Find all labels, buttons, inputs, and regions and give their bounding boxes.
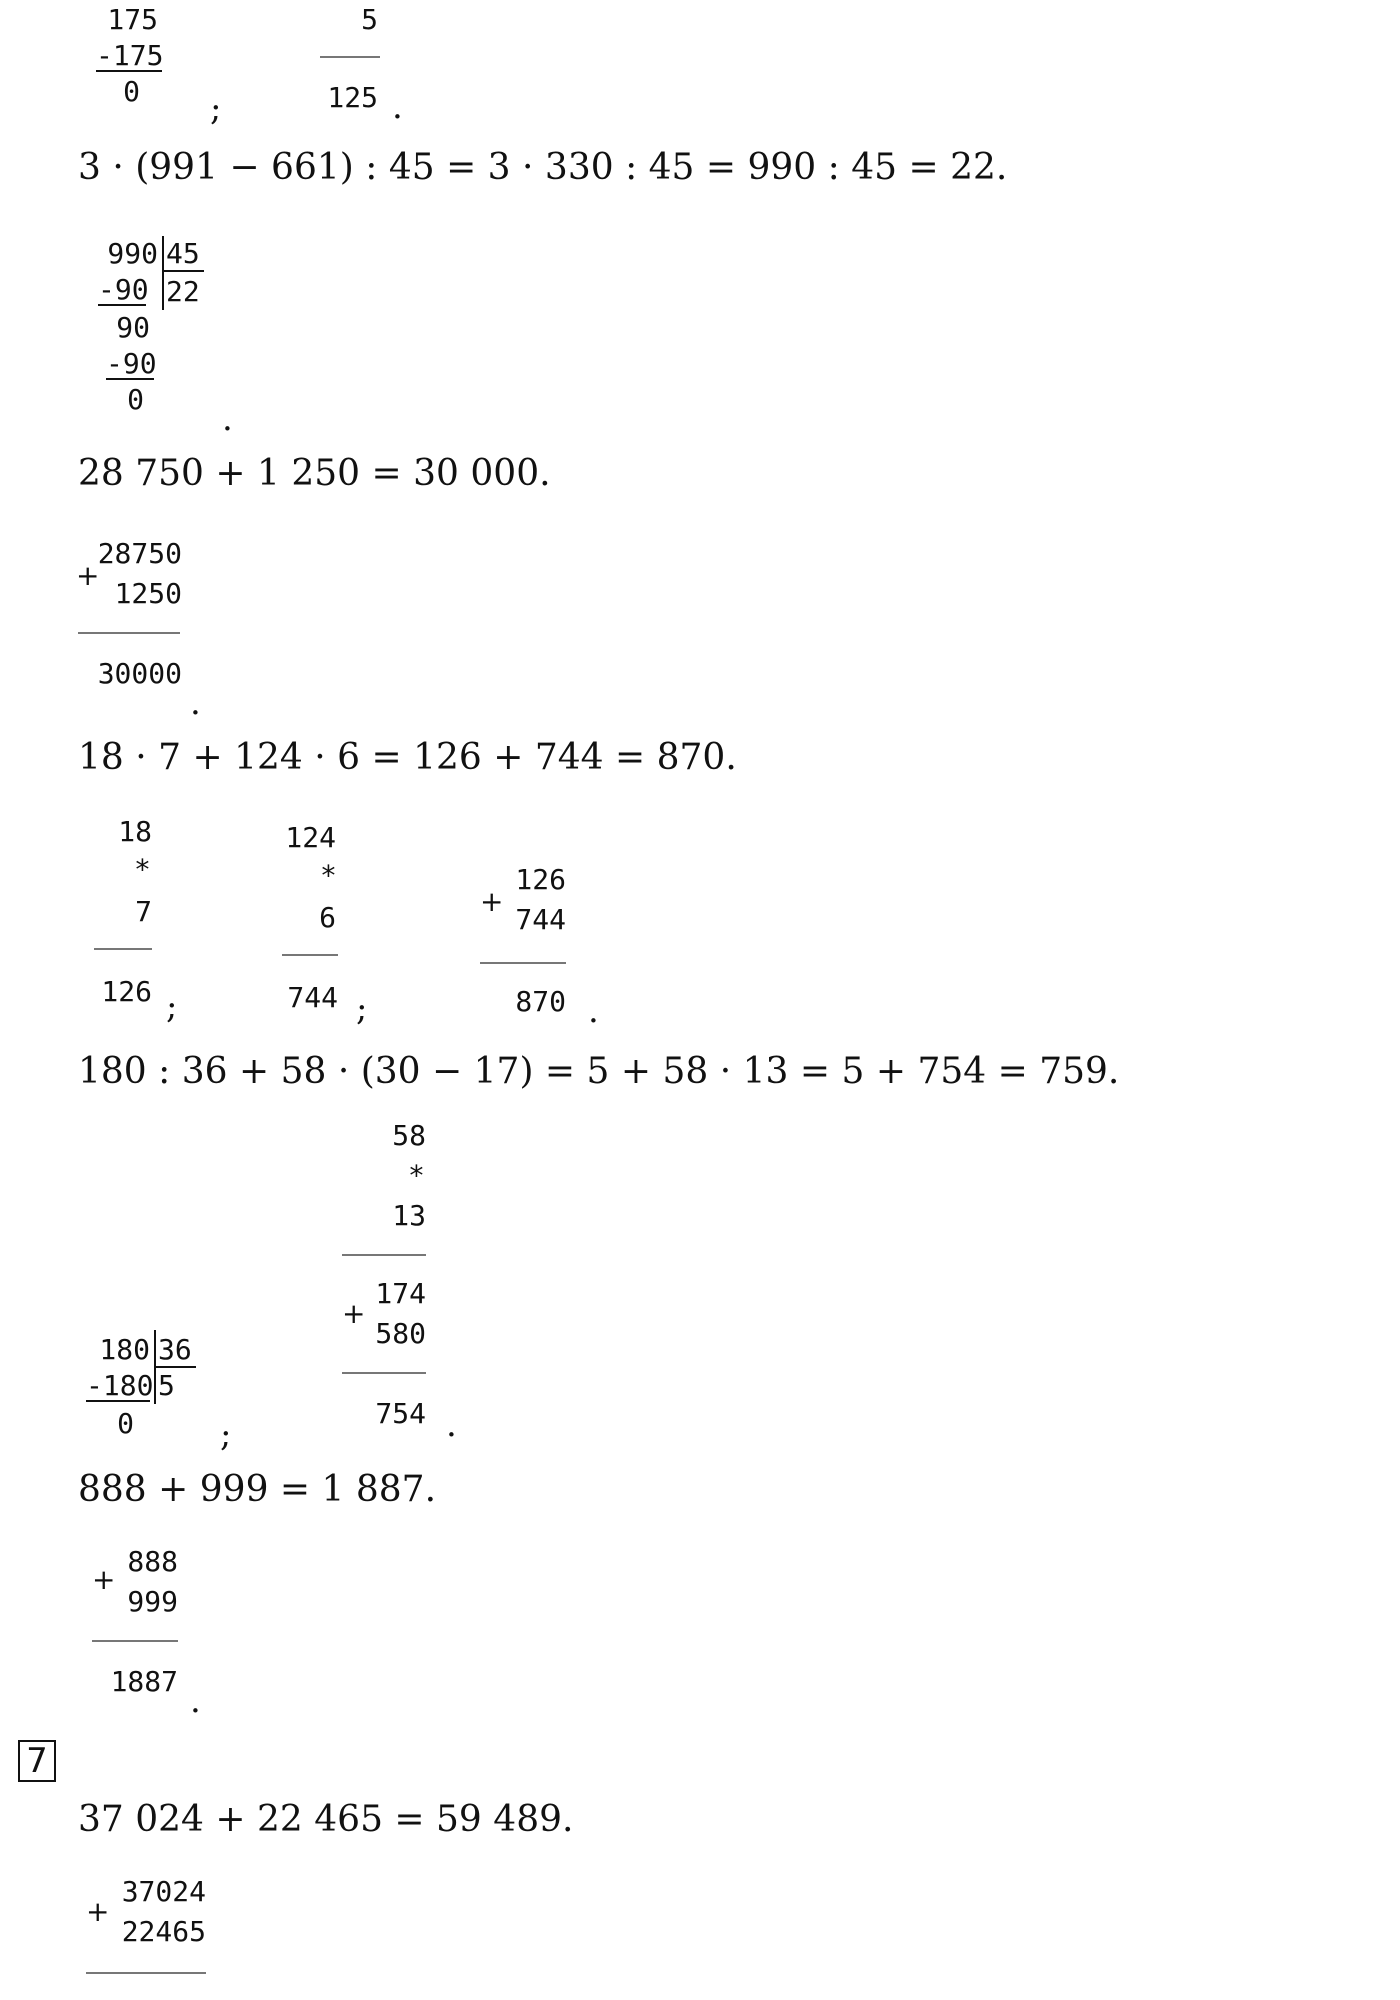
result-line: [342, 1254, 426, 1256]
end-dot: .: [190, 1681, 201, 1721]
plus-sign: +: [92, 1563, 116, 1596]
end-dot: .: [190, 683, 201, 723]
division-dividend: 180: [99, 1333, 150, 1366]
result-line: [86, 1972, 206, 1974]
addition-operand: 28750: [97, 537, 182, 570]
multiplication-operand: 58: [392, 1119, 426, 1152]
result-line: [78, 632, 180, 634]
divisor-underline: [164, 270, 204, 272]
divisor-underline: [156, 1366, 196, 1368]
result-line: [92, 1640, 178, 1642]
division-dividend: 175: [107, 3, 158, 36]
division-divisor: 45: [166, 237, 200, 270]
division-divisor: 36: [158, 1333, 192, 1366]
result-line: [342, 1372, 426, 1374]
addition-operand: 37024: [121, 1875, 206, 1908]
plus-sign: +: [86, 1895, 110, 1928]
addition-operand: 888: [127, 1545, 178, 1578]
division-remainder: 0: [127, 383, 144, 416]
result-line: [94, 948, 152, 950]
addition-operand: 22465: [121, 1915, 206, 1948]
end-dot: .: [222, 399, 233, 439]
multiply-sign: *: [134, 853, 151, 886]
equation-6: 37 024 + 22 465 = 59 489.: [78, 1799, 574, 1840]
addition-operand: 126: [515, 863, 566, 896]
addition-operand: 1250: [114, 577, 182, 610]
multiplication-operand: 7: [135, 895, 152, 928]
plus-sign: +: [342, 1297, 366, 1330]
addition-result: 1887: [110, 1665, 178, 1698]
equation-1: 3 · (991 − 661) : 45 = 3 · 330 : 45 = 990 : 45 = 22.: [78, 147, 1008, 188]
division-quotient: 22: [166, 275, 200, 308]
equation-2: 28 750 + 1 250 = 30 000.: [78, 453, 551, 494]
division-remainder: 0: [117, 1407, 134, 1440]
equation-3: 18 · 7 + 124 · 6 = 126 + 744 = 870.: [78, 737, 737, 778]
division-remainder: 0: [123, 75, 140, 108]
equation-4: 180 : 36 + 58 · (30 − 17) = 5 + 58 · 13 = 5 + 754 = 759.: [78, 1051, 1120, 1092]
section-number-box: 7: [18, 1740, 56, 1782]
division-subtrahend: -175: [96, 39, 164, 72]
result-line: [282, 954, 338, 956]
separator-semicolon: ;: [356, 989, 368, 1029]
multiplication-result: 754: [375, 1397, 426, 1430]
separator-semicolon: ;: [220, 1415, 232, 1455]
partial-product: 174: [375, 1277, 426, 1310]
end-dot: .: [392, 87, 403, 127]
multiplication-result: 125: [327, 81, 378, 114]
multiplication-operand: 13: [392, 1199, 426, 1232]
multiply-sign: *: [320, 859, 337, 892]
partial-product: 580: [375, 1317, 426, 1350]
end-dot: .: [588, 991, 599, 1031]
plus-sign: +: [76, 559, 100, 592]
addition-result: 870: [515, 985, 566, 1018]
multiplication-operand: 124: [285, 821, 336, 854]
multiplication-result: 126: [101, 975, 152, 1008]
division-partial: 90: [116, 311, 150, 344]
division-dividend: 990: [107, 237, 158, 270]
addition-operand: 744: [515, 903, 566, 936]
division-step: -90: [106, 347, 157, 380]
addition-operand: 999: [127, 1585, 178, 1618]
plus-sign: +: [480, 885, 504, 918]
result-line: [480, 962, 566, 964]
separator-semicolon: ;: [166, 987, 178, 1027]
multiplication-operand: 6: [319, 901, 336, 934]
multiplication-operand: 5: [361, 3, 378, 36]
multiplication-result: 744: [287, 981, 338, 1014]
end-dot: .: [446, 1405, 457, 1445]
division-step: -90: [98, 273, 149, 306]
addition-result: 30000: [97, 657, 182, 690]
division-step: -180: [86, 1369, 154, 1402]
equation-5: 888 + 999 = 1 887.: [78, 1469, 437, 1510]
separator-semicolon: ;: [210, 89, 222, 129]
multiplication-operand: 18: [118, 815, 152, 848]
division-quotient: 5: [158, 1369, 175, 1402]
multiply-sign: *: [408, 1159, 425, 1192]
division-bar: [162, 236, 164, 310]
result-line: [320, 56, 380, 58]
